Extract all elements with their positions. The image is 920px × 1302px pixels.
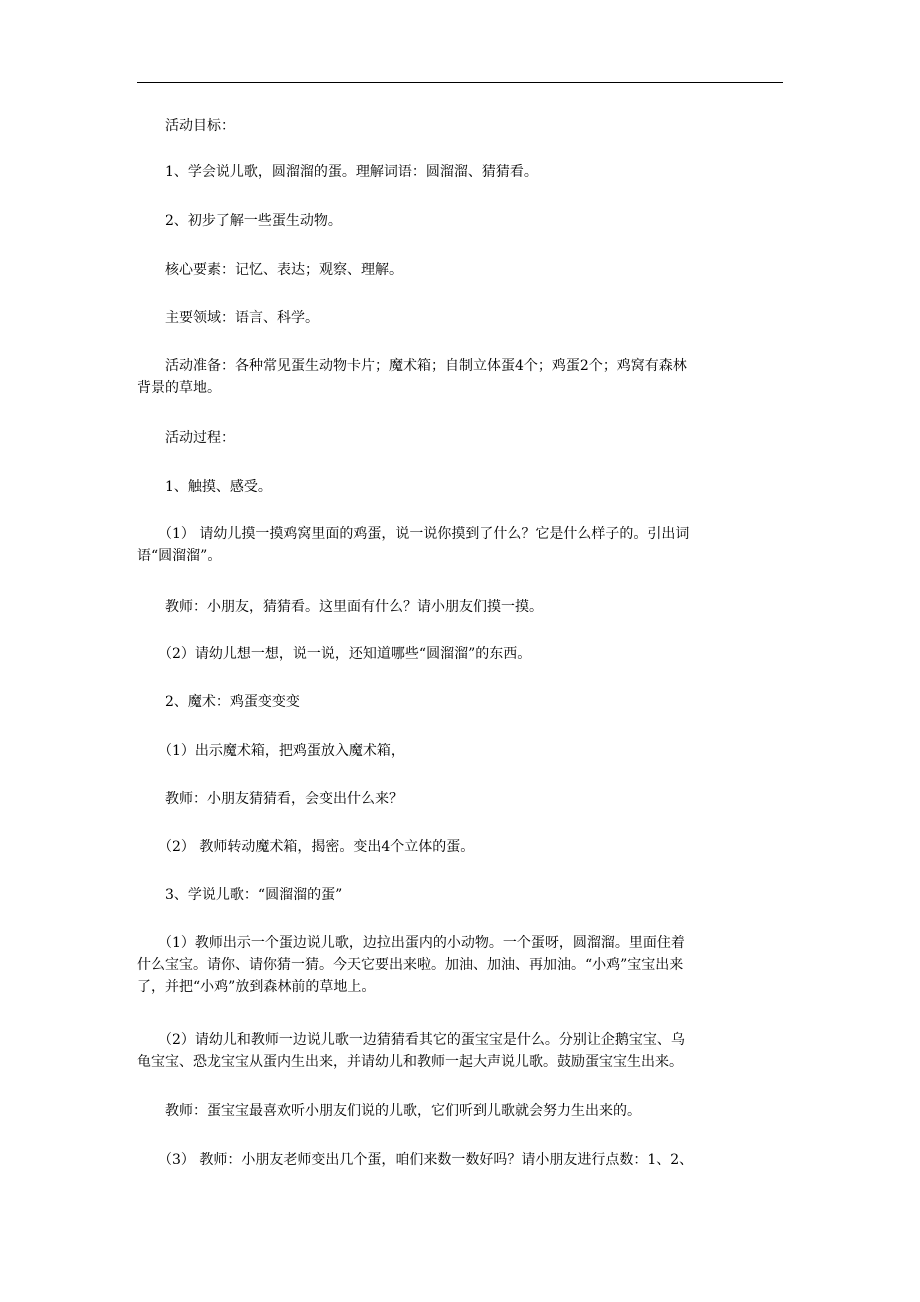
paragraph: 2、魔术：鸡蛋变变变 xyxy=(137,694,300,710)
paragraph: 活动准备：各种常见蛋生动物卡片；魔术箱；自制立体蛋4个；鸡蛋2个；鸡窝有森林 背景的草地。 xyxy=(137,358,687,396)
paragraph: 3、学说儿歌：“圆溜溜的蛋” xyxy=(137,887,343,903)
paragraph: （2） 教师转动魔术箱，揭密。变出4个立体的蛋。 xyxy=(137,839,475,855)
paragraph: 主要领域：语言、科学。 xyxy=(137,310,319,326)
paragraph: 2、初步了解一些蛋生动物。 xyxy=(137,213,342,229)
paragraph: 活动目标： xyxy=(137,118,235,134)
paragraph: 教师：小朋友猜猜看，会变出什么来？ xyxy=(137,791,403,807)
paragraph: 核心要素：记忆、表达；观察、理解。 xyxy=(137,262,403,278)
paragraph: （1） 请幼儿摸一摸鸡窝里面的鸡蛋，说一说你摸到了什么？它是什么样子的。引出词 语“圆溜溜”。 xyxy=(137,526,690,564)
header-rule xyxy=(137,82,783,83)
paragraph: （2）请幼儿想一想，说一说，还知道哪些“圆溜溜”的东西。 xyxy=(137,646,532,662)
paragraph: 教师：小朋友，猜猜看。这里面有什么？请小朋友们摸一摸。 xyxy=(137,599,543,615)
paragraph: （1）教师出示一个蛋边说儿歌，边拉出蛋内的小动物。一个蛋呀，圆溜溜。里面住着 什么宝宝。请你、请你猜一猜。今天它要出来啦。加油、加油、再加油。“小鸡”宝宝出来 了，并把“小鸡”放到森林前的草地上。 xyxy=(137,935,685,995)
paragraph: 教师：蛋宝宝最喜欢听小朋友们说的儿歌，它们听到儿歌就会努力生出来的。 xyxy=(137,1103,641,1119)
paragraph: （2）请幼儿和教师一边说儿歌一边猜猜看其它的蛋宝宝是什么。分别让企鹅宝宝、乌 龟宝宝、恐龙宝宝从蛋内生出来，并请幼儿和教师一起大声说儿歌。鼓励蛋宝宝生出来。 xyxy=(137,1032,685,1070)
paragraph: 1、学会说儿歌，圆溜溜的蛋。理解词语：圆溜溜、猜猜看。 xyxy=(137,164,538,180)
paragraph: 1、触摸、感受。 xyxy=(137,479,272,495)
paragraph: （3） 教师：小朋友老师变出几个蛋，咱们来数一数好吗？请小朋友进行点数：1、2、 xyxy=(137,1152,694,1168)
paragraph: 活动过程： xyxy=(137,430,235,446)
paragraph: （1）出示魔术箱，把鸡蛋放入魔术箱， xyxy=(137,743,405,759)
